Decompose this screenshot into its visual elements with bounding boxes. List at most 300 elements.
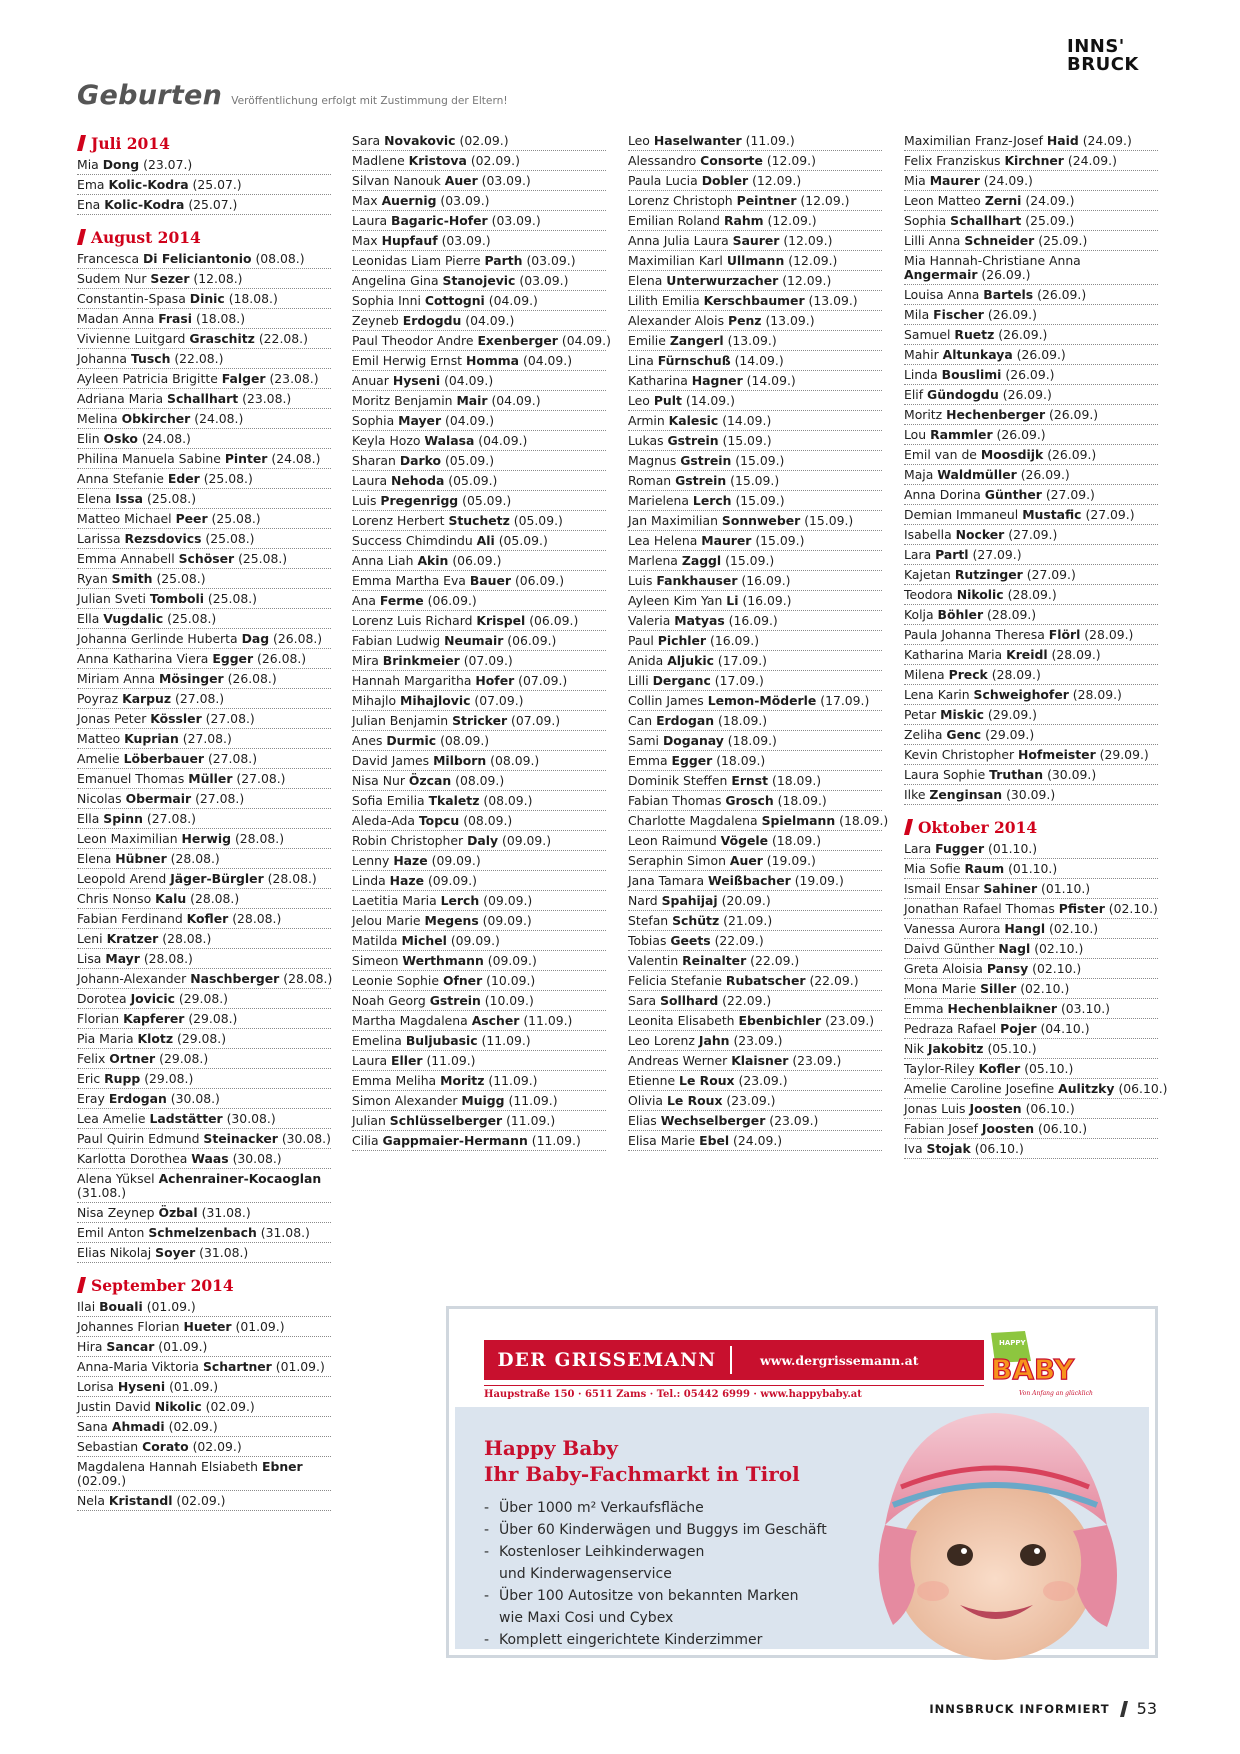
section-label: September 2014: [91, 1275, 234, 1295]
birth-date: (26.08.): [273, 631, 323, 646]
given-names: Seraphin Simon: [628, 853, 726, 868]
birth-entry: [77, 249, 331, 269]
given-names: Luis: [628, 573, 653, 588]
surname: Genc: [946, 727, 982, 742]
column-3: [628, 131, 889, 1161]
given-names: Matteo: [77, 731, 121, 746]
surname: Nikolic: [956, 587, 1004, 602]
birth-date: (21.09.): [723, 913, 773, 928]
surname: Vugdalic: [103, 611, 164, 626]
birth-entry: [628, 1031, 882, 1051]
given-names: Ella: [77, 611, 100, 626]
birth-entry: [628, 351, 882, 371]
given-names: Leo Lorenz: [628, 1033, 695, 1048]
birth-date: (28.09.): [1051, 647, 1101, 662]
given-names: Elena: [628, 273, 663, 288]
surname: Kerschbaumer: [703, 293, 805, 308]
birth-date: (19.09.): [794, 873, 844, 888]
birth-entry: [77, 549, 331, 569]
birth-entry: [628, 231, 882, 251]
birth-entry: [352, 351, 606, 371]
surname: Kuprian: [124, 731, 179, 746]
birth-entry: [352, 871, 606, 891]
given-names: Keyla Hozo: [352, 433, 421, 448]
section-title: [77, 225, 331, 249]
surname: Zangerl: [669, 333, 724, 348]
surname: Osko: [103, 431, 138, 446]
birth-date: (28.08.): [162, 931, 212, 946]
birth-entry: [352, 171, 606, 191]
given-names: Elias: [628, 1113, 657, 1128]
surname: Matyas: [674, 613, 725, 628]
surname: Ebner: [261, 1459, 303, 1474]
surname: Zaggl: [681, 553, 722, 568]
birth-entry: [628, 1051, 882, 1071]
given-names: Matteo Michael: [77, 511, 172, 526]
birth-entry: [628, 411, 882, 431]
birth-date: (22.09.): [714, 933, 764, 948]
brand-logo: [1067, 38, 1157, 74]
birth-entry: [352, 1131, 606, 1151]
given-names: Vanessa Aurora: [904, 921, 1001, 936]
ad-panel: [455, 1315, 1149, 1649]
surname: Jovicic: [130, 991, 175, 1006]
column-2: [352, 131, 611, 1161]
surname: Eder: [167, 471, 200, 486]
surname: Spielmann: [761, 813, 836, 828]
surname: Werthmann: [402, 953, 484, 968]
given-names: Elias Nikolaj: [77, 1245, 152, 1260]
birth-entry: [904, 685, 1158, 705]
footer-label: INNSBRUCK INFORMIERT: [929, 1701, 1110, 1716]
birth-date: (18.09.): [727, 733, 777, 748]
given-names: Lara: [904, 841, 932, 856]
birth-entry: [352, 831, 606, 851]
birth-date: (27.08.): [182, 731, 232, 746]
births-section: [77, 131, 331, 215]
surname: Bagaric-Hofer: [391, 213, 488, 228]
birth-entry: [77, 309, 331, 329]
birth-entry: [77, 1243, 331, 1263]
birth-date: (25.08.): [207, 591, 258, 606]
birth-date: (30.09.): [1006, 787, 1056, 802]
surname: Graschitz: [189, 331, 255, 346]
given-names: Justin David: [77, 1399, 151, 1414]
birth-entry: [904, 285, 1158, 305]
birth-date: (27.08.): [205, 711, 255, 726]
surname: Waas: [191, 1151, 229, 1166]
birth-date: (10.09.): [486, 973, 536, 988]
birth-date: (28.08.): [170, 851, 220, 866]
given-names: Elif: [904, 387, 924, 402]
birth-entry: [77, 1069, 331, 1089]
surname: Wechselberger: [660, 1113, 766, 1128]
surname: Mayr: [105, 951, 140, 966]
ad-feature: - Über 1000 m² Verkaufsfläche: [484, 1497, 827, 1519]
surname: Erdogan: [656, 713, 715, 728]
birth-entry: [352, 691, 606, 711]
birth-date: (18.09.): [772, 773, 822, 788]
given-names: Milena: [904, 667, 945, 682]
surname: Krispel: [476, 613, 526, 628]
birth-date: (31.08.): [199, 1245, 249, 1260]
birth-date: (15.09.): [755, 533, 805, 548]
given-names: Leopold Arend: [77, 871, 167, 886]
given-names: Jonas Luis: [904, 1101, 966, 1116]
surname: Hagner: [691, 373, 743, 388]
birth-date: (26.09.): [1037, 287, 1087, 302]
surname: Brinkmeier: [382, 653, 460, 668]
surname: Dag: [241, 631, 270, 646]
given-names: Charlotte Magdalena: [628, 813, 758, 828]
surname: Gstrein: [680, 453, 732, 468]
birth-date: (31.08.): [201, 1205, 251, 1220]
page-footer: [929, 1699, 1157, 1718]
birth-entry: [628, 991, 882, 1011]
births-list: [77, 155, 331, 215]
birth-entry: [352, 151, 606, 171]
surname: Spinn: [103, 811, 143, 826]
given-names: Linda: [352, 873, 386, 888]
ad-url-link[interactable]: www.dergrissemann.at: [760, 1352, 919, 1368]
surname: Fürnschuß: [657, 353, 731, 368]
brand-line-1: INNS': [1067, 36, 1125, 57]
given-names: Daivd Günther: [904, 941, 995, 956]
birth-date: (05.09.): [513, 513, 563, 528]
birth-entry: [352, 1031, 606, 1051]
given-names: Elena: [77, 851, 112, 866]
birth-date: (12.08.): [193, 271, 243, 286]
birth-date: (11.09.): [523, 1013, 573, 1028]
birth-entry: [904, 859, 1158, 879]
birth-date: (04.09.): [444, 373, 494, 388]
given-names: Andreas Werner: [628, 1053, 728, 1068]
birth-date: (23.09.): [738, 1073, 788, 1088]
given-names: Adriana Maria: [77, 391, 164, 406]
ad-rule: [484, 1385, 984, 1386]
birth-date: (10.09.): [484, 993, 534, 1008]
birth-entry: [77, 569, 331, 589]
given-names: Magnus: [628, 453, 677, 468]
surname: Ofner: [442, 973, 483, 988]
given-names: Ella: [77, 811, 100, 826]
surname: Nagl: [998, 941, 1031, 956]
given-names: Sophia Inni: [352, 293, 421, 308]
surname: Hangl: [1004, 921, 1046, 936]
births-section: [628, 131, 889, 1151]
birth-entry: [77, 949, 331, 969]
surname: Altunkaya: [942, 347, 1013, 362]
given-names: Anuar: [352, 373, 389, 388]
birth-date: (25.08.): [167, 611, 217, 626]
birth-entry: [904, 1139, 1158, 1159]
given-names: Kajetan: [904, 567, 951, 582]
given-names: Alena Yüksel: [77, 1171, 155, 1186]
surname: Ahmadi: [111, 1419, 165, 1434]
given-names: Emil Anton: [77, 1225, 145, 1240]
surname: Nikolic: [154, 1399, 202, 1414]
given-names: Felicia Stefanie: [628, 973, 722, 988]
birth-entry: [904, 939, 1158, 959]
given-names: Noah Georg: [352, 993, 426, 1008]
given-names: Laura: [352, 213, 388, 228]
given-names: Lena Karin: [904, 687, 970, 702]
birth-entry: [904, 1039, 1158, 1059]
surname: Jäger-Bürgler: [170, 871, 264, 886]
given-names: Jan Maximilian: [628, 513, 718, 528]
given-names: Laura: [352, 473, 388, 488]
given-names: Katharina: [628, 373, 688, 388]
given-names: Nard: [628, 893, 658, 908]
given-names: Johannes Florian: [77, 1319, 180, 1334]
surname: Saurer: [732, 233, 780, 248]
given-names: Elin: [77, 431, 100, 446]
surname: Neumair: [444, 633, 504, 648]
birth-entry: [628, 611, 882, 631]
birth-entry: [352, 1111, 606, 1131]
surname: Darko: [399, 453, 441, 468]
given-names: Anna Julia Laura: [628, 233, 729, 248]
given-names: Lenny: [352, 853, 390, 868]
birth-entry: [628, 971, 882, 991]
birth-entry: [77, 1437, 331, 1457]
birth-date: (30.08.): [232, 1151, 282, 1166]
birth-entry: [77, 1417, 331, 1437]
birth-date: (04.10.): [1040, 1021, 1090, 1036]
given-names: Angelina Gina: [352, 273, 439, 288]
birth-date: (30.08.): [281, 1131, 331, 1146]
surname: Kössler: [150, 711, 202, 726]
given-names: Anna Dorina: [904, 487, 981, 502]
birth-date: (01.10.): [1008, 861, 1058, 876]
birth-entry: [77, 1337, 331, 1357]
given-names: Paula Lucia: [628, 173, 698, 188]
given-names: Alexander Alois: [628, 313, 725, 328]
surname: Moosdijk: [980, 447, 1044, 462]
given-names: Elena: [77, 491, 112, 506]
given-names: Ryan: [77, 571, 108, 586]
birth-entry: [628, 391, 882, 411]
given-names: Fabian Josef: [904, 1121, 978, 1136]
birth-date: (09.09.): [483, 893, 533, 908]
given-names: Lilith Emilia: [628, 293, 700, 308]
given-names: Mia: [904, 173, 926, 188]
ad-address: Haupstraße 150 · 6511 Zams · Tel.: 05442 6999 · www.happybaby.at: [484, 1389, 862, 1400]
surname: Lerch: [440, 893, 480, 908]
birth-date: (28.09.): [987, 607, 1037, 622]
given-names: Leo: [628, 393, 650, 408]
birth-entry: [352, 1051, 606, 1071]
surname: Tomboli: [149, 591, 204, 606]
given-names: Karlotta Dorothea: [77, 1151, 188, 1166]
given-names: Fabian Ferdinand: [77, 911, 183, 926]
surname: Spahijaj: [661, 893, 718, 908]
birth-date: (02.09.): [459, 133, 509, 148]
surname: Exenberger: [477, 333, 558, 348]
footer-slash: [1120, 1701, 1128, 1717]
given-names: Amelie Caroline Josefine: [904, 1081, 1055, 1096]
birth-entry: [904, 765, 1158, 785]
given-names: Demian Immaneul: [904, 507, 1019, 522]
birth-date: (28.08.): [190, 891, 240, 906]
birth-date: (25.08.): [203, 471, 253, 486]
surname: Angermair: [904, 267, 978, 282]
birth-date: (29.08.): [178, 991, 228, 1006]
birth-entry: [77, 1169, 331, 1203]
birth-date: (09.09.): [450, 933, 500, 948]
birth-date: (04.09.): [478, 433, 528, 448]
given-names: Dominik Steffen: [628, 773, 728, 788]
surname: Ebenbichler: [738, 1013, 822, 1028]
surname: Kofler: [978, 1061, 1021, 1076]
given-names: Simeon: [352, 953, 399, 968]
surname: Kratzer: [106, 931, 159, 946]
surname: Cottogni: [424, 293, 485, 308]
birth-entry: [628, 151, 882, 171]
surname: Erdogdu: [402, 313, 462, 328]
surname: Moritz: [440, 1073, 485, 1088]
birth-date: (31.08.): [77, 1185, 127, 1200]
births-section: [77, 1273, 331, 1511]
surname: Stojak: [926, 1141, 971, 1156]
birth-entry: [904, 171, 1158, 191]
surname: Grosch: [725, 793, 774, 808]
birth-entry: [628, 671, 882, 691]
given-names: Roman: [628, 473, 672, 488]
birth-date: (24.09.): [1082, 133, 1132, 148]
given-names: Maximilian Franz-Josef: [904, 133, 1043, 148]
given-names: Samuel: [904, 327, 951, 342]
surname: Klaisner: [731, 1053, 789, 1068]
advertisement[interactable]: [446, 1306, 1158, 1658]
ad-brand-bar: [484, 1340, 984, 1380]
given-names: Emma Meliha: [352, 1073, 437, 1088]
birth-entry: [904, 231, 1158, 251]
surname: Dinic: [189, 291, 225, 306]
given-names: Jonathan Rafael Thomas: [904, 901, 1055, 916]
surname: Sollhard: [660, 993, 719, 1008]
surname: Ali: [476, 533, 495, 548]
birth-date: (27.08.): [175, 691, 225, 706]
given-names: Emma Martha Eva: [352, 573, 466, 588]
given-names: Ilai: [77, 1299, 96, 1314]
birth-entry: [628, 171, 882, 191]
surname: Mayer: [398, 413, 442, 428]
given-names: Elisa Marie: [628, 1133, 696, 1148]
birth-entry: [904, 365, 1158, 385]
birth-entry: [77, 155, 331, 175]
birth-date: (02.09.): [176, 1493, 226, 1508]
birth-entry: [628, 771, 882, 791]
birth-date: (25.09.): [1025, 213, 1075, 228]
birth-date: (19.09.): [766, 853, 816, 868]
eye-highlight: [961, 1548, 967, 1554]
given-names: Aleda-Ada: [352, 813, 415, 828]
given-names: Valentin: [628, 953, 679, 968]
birth-entry: [628, 191, 882, 211]
given-names: Kevin Christopher: [904, 747, 1015, 762]
surname: Zenginsan: [929, 787, 1003, 802]
surname: Ortner: [109, 1051, 156, 1066]
surname: Kristandl: [108, 1493, 173, 1508]
surname: Sahiner: [983, 881, 1038, 896]
birth-entry: [77, 509, 331, 529]
birth-entry: [77, 389, 331, 409]
birth-date: (24.08.): [141, 431, 191, 446]
birth-date: (07.09.): [474, 693, 524, 708]
given-names: Leon Matteo: [904, 193, 981, 208]
surname: Unterwurzacher: [666, 273, 779, 288]
birth-entry: [352, 571, 606, 591]
surname: Walasa: [424, 433, 475, 448]
given-names: Magdalena Hannah Elsiabeth: [77, 1459, 259, 1474]
given-names: Leonita Elisabeth: [628, 1013, 735, 1028]
given-names: Chris Nonso: [77, 891, 152, 906]
surname: Stricker: [452, 713, 508, 728]
given-names: Pedraza Rafael: [904, 1021, 997, 1036]
surname: Raum: [964, 861, 1005, 876]
birth-date: (14.09.): [734, 353, 784, 368]
surname: Obkircher: [121, 411, 191, 426]
given-names: Sophia: [352, 413, 395, 428]
surname: Schweighofer: [973, 687, 1069, 702]
surname: Rutzinger: [954, 567, 1023, 582]
birth-date: (28.08.): [234, 831, 285, 846]
birth-date: (29.08.): [159, 1051, 209, 1066]
given-names: Lina: [628, 353, 654, 368]
given-names: Hira: [77, 1339, 103, 1354]
birth-entry: [904, 879, 1158, 899]
birth-entry: [628, 831, 882, 851]
birth-date: (29.09.): [987, 707, 1037, 722]
birth-entry: [628, 791, 882, 811]
baby-eye: [1020, 1544, 1046, 1566]
surname: Karpuz: [122, 691, 172, 706]
surname: Auernig: [381, 193, 437, 208]
birth-date: (01.09.): [158, 1339, 208, 1354]
birth-date: (28.08.): [283, 971, 333, 986]
surname: Derganc: [652, 673, 711, 688]
birth-entry: [904, 899, 1158, 919]
given-names: Anes: [352, 733, 383, 748]
birth-entry: [628, 751, 882, 771]
given-names: Anna-Maria Viktoria: [77, 1359, 199, 1374]
birth-date: (29.09.): [985, 727, 1035, 742]
births-section: [904, 131, 1158, 805]
birth-entry: [904, 325, 1158, 345]
birth-date: (23.09.): [792, 1053, 842, 1068]
surname: Schneider: [964, 233, 1035, 248]
birth-date: (27.09.): [1085, 507, 1135, 522]
surname: Haze: [393, 853, 428, 868]
birth-entry: [628, 631, 882, 651]
given-names: Laetitia Maria: [352, 893, 437, 908]
birth-date: (28.09.): [1084, 627, 1134, 642]
given-names: Eric: [77, 1071, 101, 1086]
birth-date: (18.09.): [839, 813, 889, 828]
birth-date: (25.07.): [192, 177, 242, 192]
birth-entry: [904, 839, 1158, 859]
birth-date: (04.09.): [561, 333, 611, 348]
surname: Pansy: [986, 961, 1029, 976]
given-names: Sara: [628, 993, 657, 1008]
birth-date: (27.08.): [146, 811, 196, 826]
birth-entry: [77, 289, 331, 309]
given-names: Luis: [352, 493, 377, 508]
given-names: Sofia Emilia: [352, 793, 425, 808]
ad-feature: - Über 60 Kinderwägen und Buggys im Geschäft: [484, 1519, 827, 1541]
birth-entry: [352, 951, 606, 971]
